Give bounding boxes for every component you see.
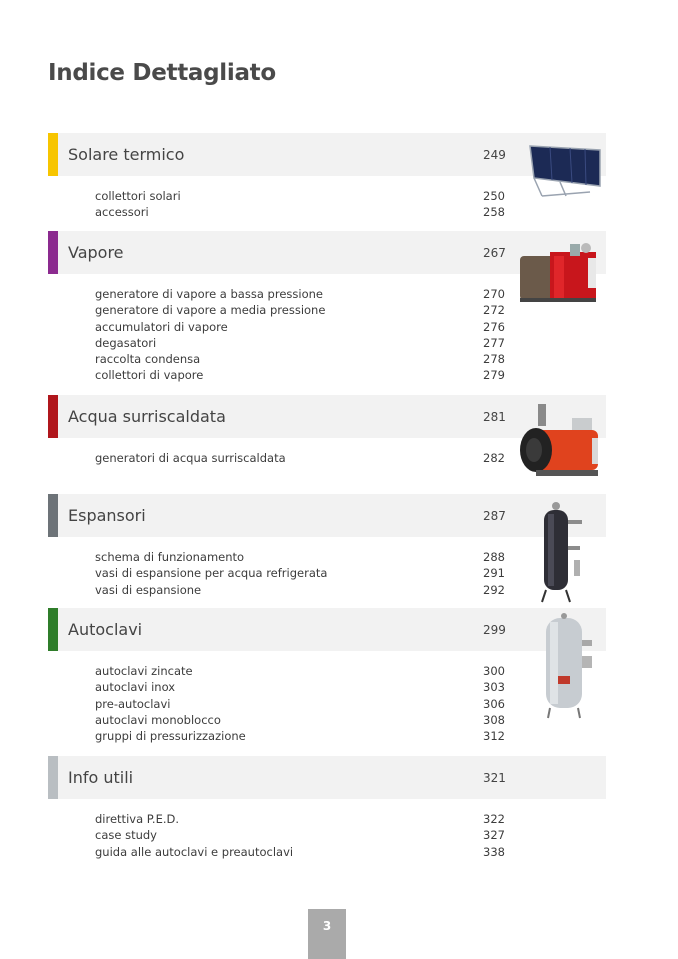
section-color-bar bbox=[48, 494, 58, 537]
superheated-water-boiler-icon bbox=[516, 400, 602, 484]
toc-item-page: 291 bbox=[483, 566, 505, 581]
toc-item-page: 277 bbox=[483, 335, 505, 350]
toc-item[interactable] bbox=[48, 664, 606, 680]
section-page-number: 281 bbox=[483, 410, 506, 424]
toc-item-label[interactable]: degasatori bbox=[95, 335, 157, 350]
toc-item-label[interactable]: generatore di vapore a media pressione bbox=[95, 303, 326, 318]
toc-item-page: 276 bbox=[483, 319, 505, 334]
toc-item[interactable] bbox=[48, 729, 606, 745]
section-color-bar bbox=[48, 756, 58, 799]
section-page-number: 299 bbox=[483, 623, 506, 637]
toc-item-page: 270 bbox=[483, 287, 505, 301]
section-info-utili bbox=[48, 756, 606, 861]
section-page-number: 287 bbox=[483, 509, 506, 523]
toc-item-label[interactable]: vasi di espansione per acqua refrigerata bbox=[95, 566, 328, 581]
section-title[interactable]: Info utili bbox=[68, 768, 134, 787]
toc-item-page: 292 bbox=[483, 582, 505, 597]
section-espansori bbox=[48, 494, 606, 599]
toc-item-page: 327 bbox=[483, 828, 505, 843]
toc-item[interactable] bbox=[48, 352, 606, 368]
section-title[interactable]: Vapore bbox=[68, 243, 124, 262]
toc-item[interactable] bbox=[48, 566, 606, 582]
toc-item-page: 258 bbox=[483, 205, 505, 220]
toc-item-label[interactable]: guida alle autoclavi e preautoclavi bbox=[95, 844, 294, 859]
section-header[interactable] bbox=[48, 494, 606, 537]
toc-item-label[interactable]: vasi di espansione bbox=[95, 582, 202, 597]
toc-item-page: 308 bbox=[483, 712, 505, 727]
toc-item-page: 303 bbox=[483, 680, 505, 695]
toc-item[interactable] bbox=[48, 368, 606, 384]
section-color-bar bbox=[48, 395, 58, 438]
toc-item-page: 278 bbox=[483, 352, 505, 367]
section-title[interactable]: Acqua surriscaldata bbox=[68, 407, 226, 426]
toc-item-page: 312 bbox=[483, 729, 505, 744]
toc-item[interactable] bbox=[48, 697, 606, 713]
expansion-tank-icon bbox=[536, 500, 586, 604]
solar-collector-icon bbox=[520, 140, 604, 198]
section-title[interactable]: Solare termico bbox=[68, 145, 185, 164]
toc-item-label[interactable]: collettori di vapore bbox=[95, 368, 204, 383]
toc-item[interactable] bbox=[48, 550, 606, 566]
toc-item[interactable] bbox=[48, 845, 606, 861]
toc-item-label[interactable]: pre-autoclavi bbox=[95, 696, 171, 711]
toc-item-page: 279 bbox=[483, 368, 505, 383]
toc-item-page: 338 bbox=[483, 844, 505, 859]
toc-item-label[interactable]: accumulatori di vapore bbox=[95, 319, 228, 334]
toc-item-label[interactable]: schema di funzionamento bbox=[95, 550, 245, 564]
toc-item-page: 300 bbox=[483, 664, 505, 678]
section-page-number: 321 bbox=[483, 771, 506, 785]
toc-item-label[interactable]: generatore di vapore a bassa pressione bbox=[95, 287, 323, 301]
toc-item-page: 250 bbox=[483, 189, 505, 203]
toc-item-label[interactable]: autoclavi inox bbox=[95, 680, 176, 695]
toc-item-label[interactable]: autoclavi zincate bbox=[95, 664, 193, 678]
toc-item-label[interactable]: direttiva P.E.D. bbox=[95, 812, 179, 826]
toc-item[interactable] bbox=[48, 680, 606, 696]
toc-item[interactable] bbox=[48, 713, 606, 729]
toc-item-page: 282 bbox=[483, 451, 505, 465]
autoclave-tank-icon bbox=[542, 612, 594, 722]
toc-item-page: 272 bbox=[483, 303, 505, 318]
section-title[interactable]: Espansori bbox=[68, 506, 146, 525]
section-page-number: 267 bbox=[483, 246, 506, 260]
toc-item-label[interactable]: accessori bbox=[95, 205, 149, 220]
toc-item-page: 306 bbox=[483, 696, 505, 711]
page-number: 3 bbox=[308, 909, 346, 959]
toc-item[interactable] bbox=[48, 205, 606, 221]
toc-item-label[interactable]: generatori di acqua surriscaldata bbox=[95, 451, 286, 465]
toc-item[interactable] bbox=[48, 812, 606, 828]
toc-item-label[interactable]: autoclavi monoblocco bbox=[95, 712, 221, 727]
toc-item-label[interactable]: case study bbox=[95, 828, 157, 843]
section-page-number: 249 bbox=[483, 148, 506, 162]
toc-item[interactable] bbox=[48, 828, 606, 844]
toc-item-label[interactable]: collettori solari bbox=[95, 189, 181, 203]
toc-item[interactable] bbox=[48, 320, 606, 336]
section-autoclavi bbox=[48, 608, 606, 745]
toc-item[interactable] bbox=[48, 583, 606, 599]
page-title: Indice Dettagliato bbox=[48, 60, 276, 86]
toc-item[interactable] bbox=[48, 336, 606, 352]
section-header[interactable] bbox=[48, 756, 606, 799]
toc-item-page: 288 bbox=[483, 550, 505, 564]
steam-generator-icon bbox=[518, 238, 600, 308]
section-color-bar bbox=[48, 608, 58, 651]
section-color-bar bbox=[48, 231, 58, 274]
section-title[interactable]: Autoclavi bbox=[68, 620, 143, 639]
section-color-bar bbox=[48, 133, 58, 176]
toc-item-label[interactable]: raccolta condensa bbox=[95, 352, 201, 367]
toc-item-page: 322 bbox=[483, 812, 505, 826]
toc-item-label[interactable]: gruppi di pressurizzazione bbox=[95, 729, 246, 744]
section-header[interactable] bbox=[48, 608, 606, 651]
